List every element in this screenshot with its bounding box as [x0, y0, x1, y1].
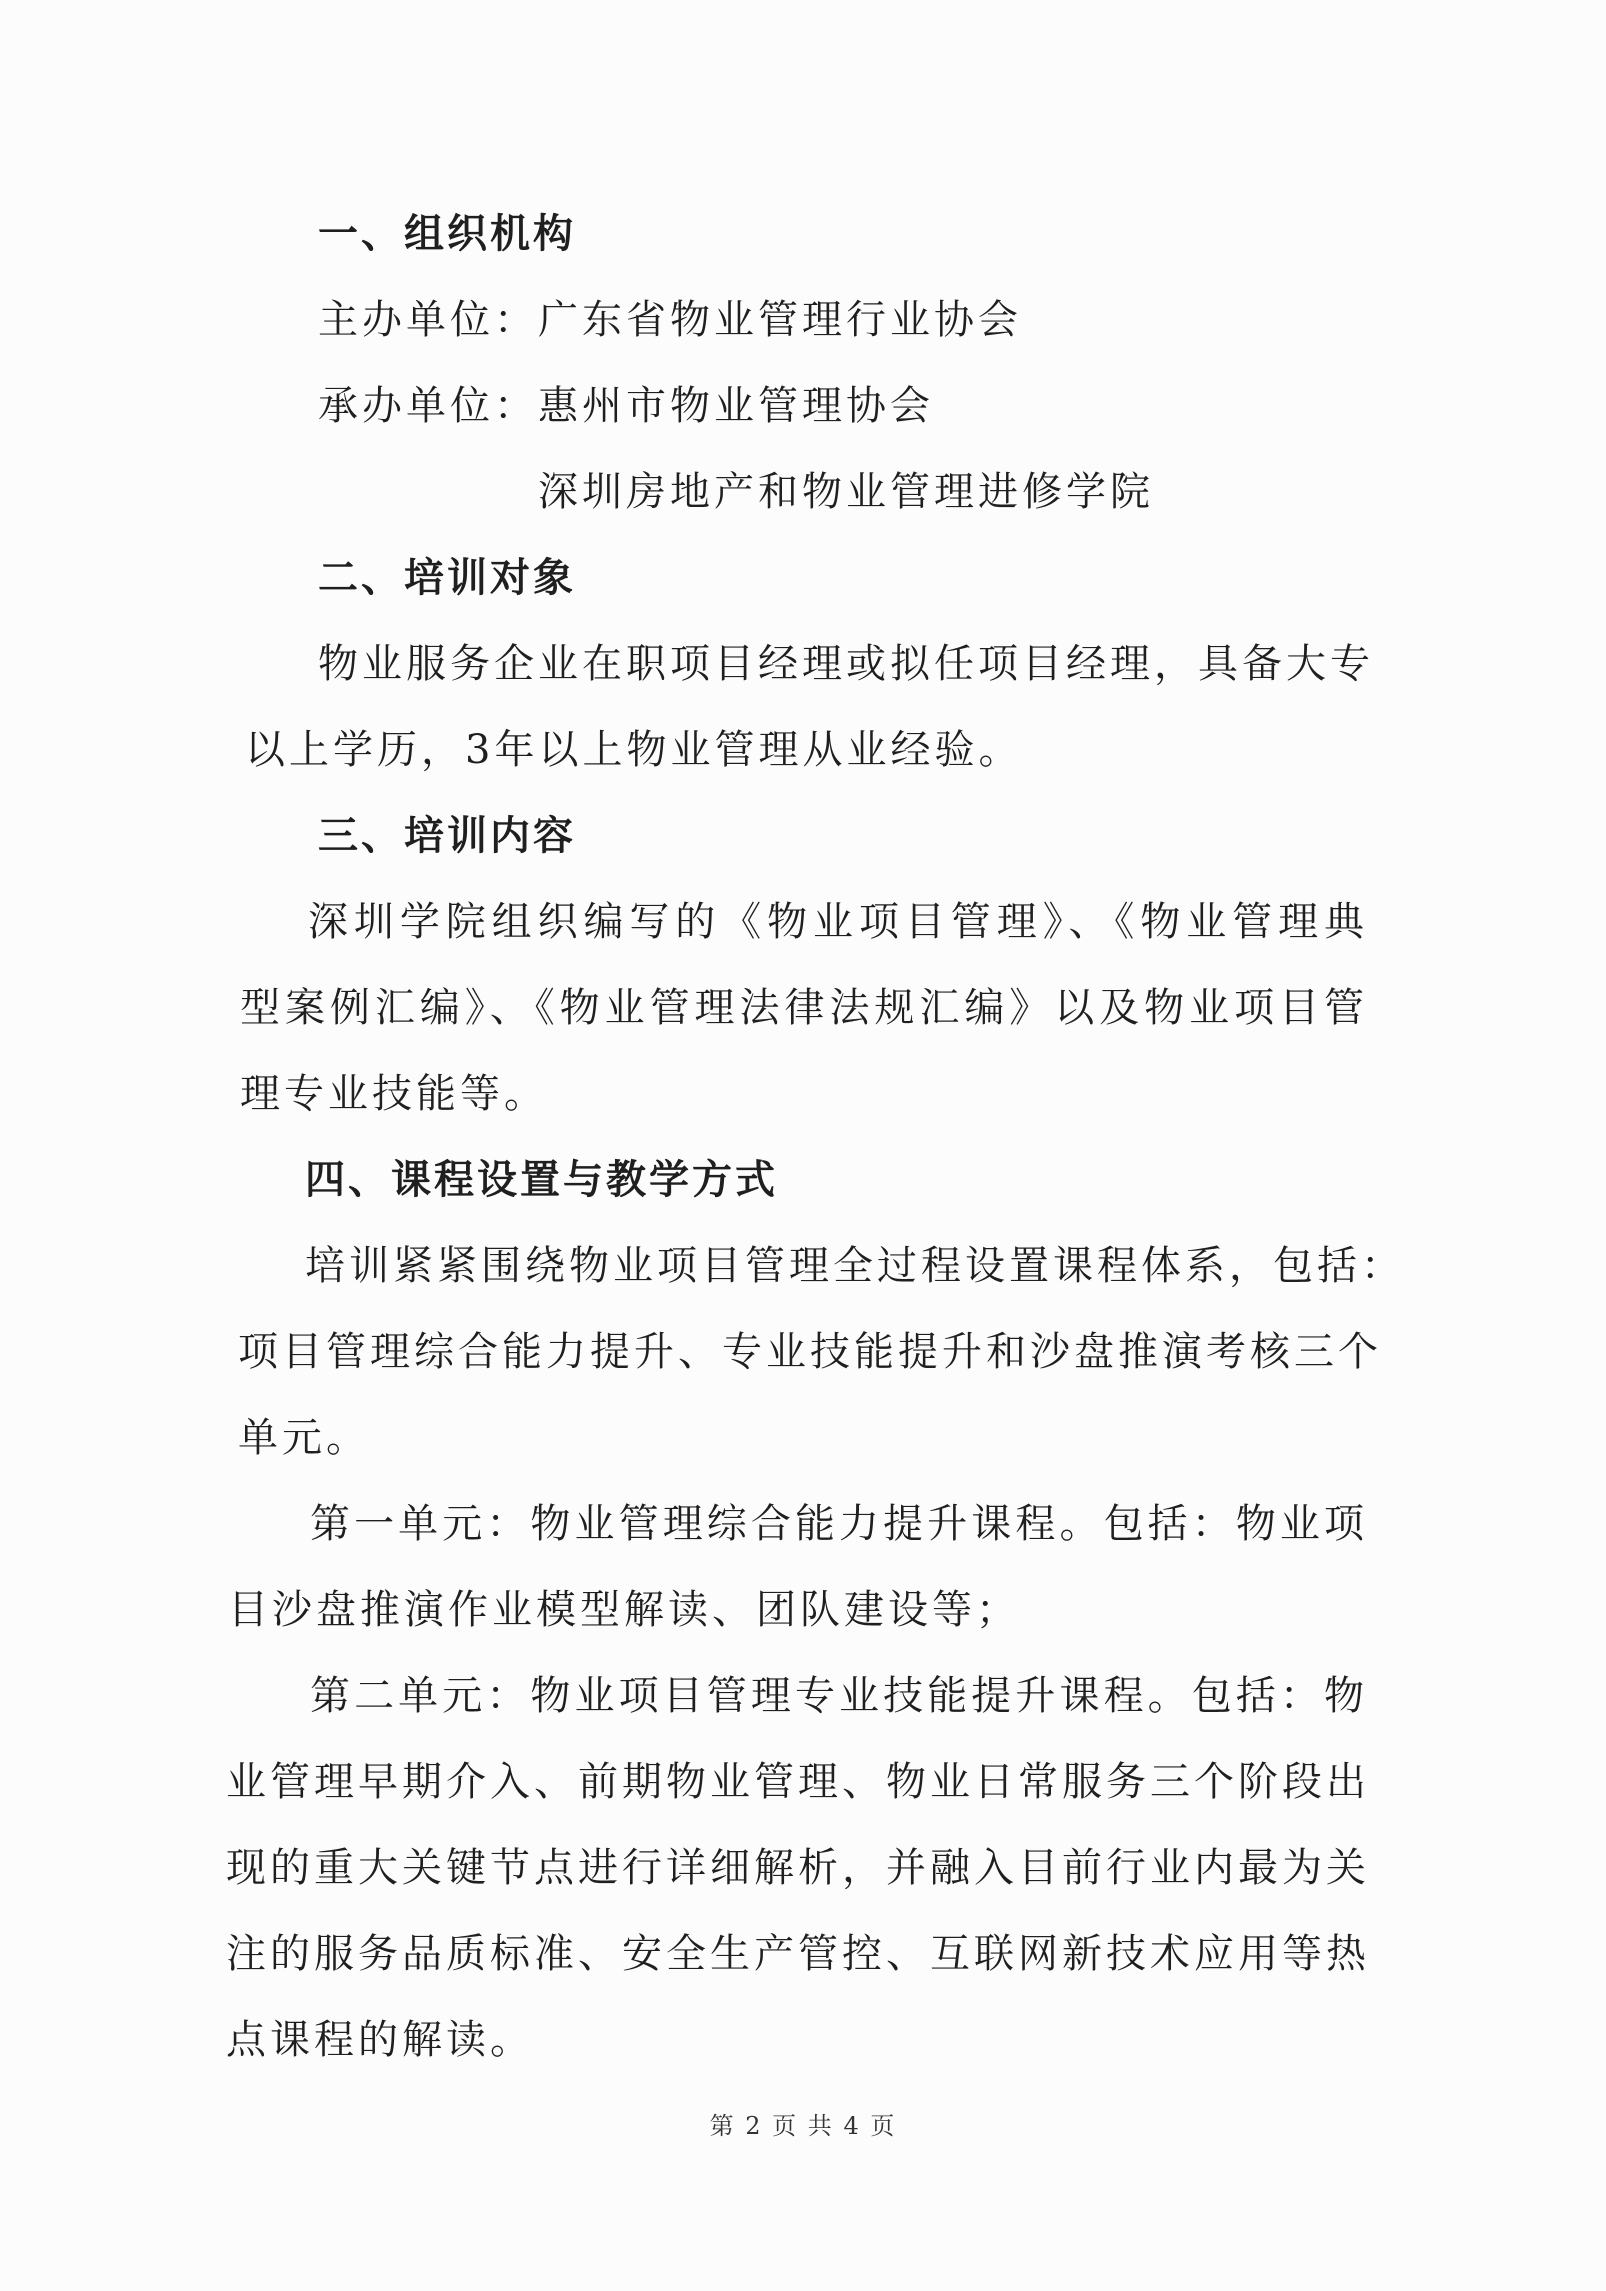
- body-paragraph-line: 物业服务企业在职项目经理或拟任项目经理，具备大专: [318, 641, 1374, 687]
- body-paragraph-line: 型案例汇编》、《物业管理法律法规汇编》以及物业项目管: [240, 985, 1368, 1031]
- body-paragraph-line: 注的服务品质标准、安全生产管控、互联网新技术应用等热: [226, 1931, 1370, 1977]
- body-paragraph-line: 以上学历，3年以上物业管理从业经验。: [245, 727, 1023, 773]
- body-paragraph-line: 理专业技能等。: [240, 1071, 548, 1117]
- body-paragraph-line: 业管理早期介入、前期物业管理、物业日常服务三个阶段出: [226, 1759, 1370, 1805]
- co-organizer-line-2: 深圳房地产和物业管理进修学院: [538, 469, 1154, 515]
- body-paragraph-line: 点课程的解读。: [226, 2017, 534, 2063]
- section-heading-organization: 一、组织机构: [318, 211, 576, 257]
- body-paragraph-line: 深圳学院组织编写的《物业项目管理》、《物业管理典: [308, 899, 1368, 945]
- body-paragraph-line: 第一单元：物业管理综合能力提升课程。包括：物业项: [310, 1501, 1368, 1547]
- organizer-line: 主办单位：广东省物业管理行业协会: [318, 297, 1022, 343]
- body-paragraph-line: 目沙盘推演作业模型解读、团队建设等；: [228, 1587, 1020, 1633]
- section-heading-trainees: 二、培训对象: [318, 555, 576, 601]
- body-paragraph-line: 单元。: [238, 1415, 370, 1461]
- co-organizer-line: 承办单位：惠州市物业管理协会: [318, 383, 934, 429]
- page-footer: 第 2 页 共 4 页: [709, 2112, 897, 2140]
- body-paragraph-line: 现的重大关键节点进行详细解析，并融入目前行业内最为关: [226, 1845, 1370, 1891]
- body-paragraph-line: 培训紧紧围绕物业项目管理全过程设置课程体系，包括：: [305, 1243, 1405, 1289]
- section-heading-courses: 四、课程设置与教学方式: [305, 1157, 778, 1203]
- body-paragraph-line: 第二单元：物业项目管理专业技能提升课程。包括：物: [310, 1673, 1368, 1719]
- section-heading-content: 三、培训内容: [318, 813, 576, 859]
- body-paragraph-line: 项目管理综合能力提升、专业技能提升和沙盘推演考核三个: [238, 1329, 1382, 1375]
